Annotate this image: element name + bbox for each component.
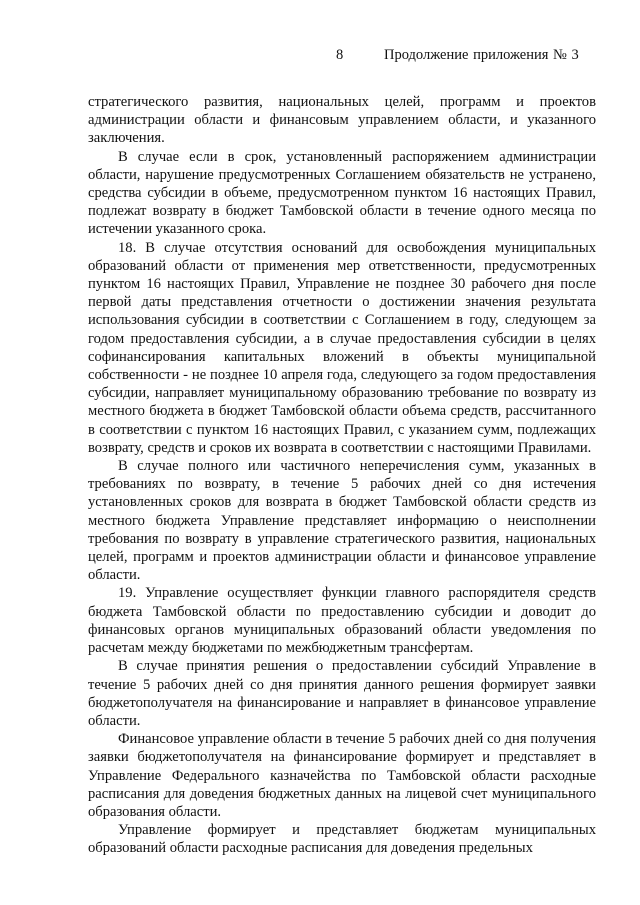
- paragraph-finance-department: Финансовое управление области в течение 5 рабочих дней со дня получения заявки бюджетополучателя на финансирование формирует и представляет в Управление Федерального казначейства по Тамбовской области расходные расписания для доведения бюджетных данных на лицевой счет муниципального образования области.: [88, 731, 596, 820]
- paragraph-budget-schedules: Управление формирует и представляет бюджетам муниципальных образований области расходные расписания для доведения предельных: [88, 822, 596, 857]
- paragraph-non-transfer: В случае полного или частичного неперечисления сумм, указанных в требованиях по возврату, в течение 5 рабочих дней со дня истечения установленных сроков для возврата в бюджет Тамбовской области средств из местного бюджета Управление представляет информацию о неисполнении требования по возврату в управление стратегического развития, национальных целей, программ и проектов администрации области и финансовое управление области.: [88, 458, 596, 584]
- paragraph-clause-18: 18. В случае отсутствия оснований для освобождения муниципальных образований области от применения мер ответственности, предусмотренных пунктом 16 настоящих Правил, Управление не позднее 30 рабочего дня после первой даты представления отчетности о достижении значения результата использования субсидии в соответствии с Соглашением в году, следующем за годом предоставления субсидии, а в случае предоставления субсидии в целях софинансирования капитальных вложений в объекты муниципальной собственности - не позднее 10 апреля года, следующего за годом предоставления субсидии, направляет муниципальному образованию требование по возврату из местного бюджета в бюджет Тамбовской области объема средств, рассчитанного в соответствии с пунктом 16 настоящих Правил, с указанием сумм, подлежащих возврату, средств и сроков их возврата в соответствии с настоящими Правилами.: [88, 239, 596, 456]
- paragraph-subsidy-return: В случае если в срок, установленный распоряжением администрации области, нарушение предусмотренных Соглашением обязательств не устранено, средства субсидии в объеме, предусмотренном пунктом 16 настоящих Правил, подлежат возврату в бюджет Тамбовской области в течение одного месяца по истечении указанного срока.: [88, 148, 596, 238]
- paragraph-subsidy-decision: В случае принятия решения о предоставлении субсидий Управление в течение 5 рабочих дней со дня принятия данного решения формирует заявки бюджетополучателя на финансирование и направляет в финансовое управление области.: [88, 658, 596, 729]
- page-header: [0, 47, 640, 67]
- appendix-title: Продолжение приложения № 3: [384, 47, 579, 63]
- paragraph-clause-19: 19. Управление осуществляет функции главного распорядителя средств бюджета Тамбовской области по предоставлению субсидии и доводит до финансовых органов муниципальных образований области уведомления по расчетам между бюджетами по межбюджетным трансфертам.: [88, 585, 596, 657]
- page-number: 8: [336, 47, 344, 63]
- document-body: [88, 93, 596, 858]
- paragraph-continuation: стратегического развития, национальных целей, программ и проектов администрации области и финансовым управлением области, и указанного заключения.: [88, 94, 596, 147]
